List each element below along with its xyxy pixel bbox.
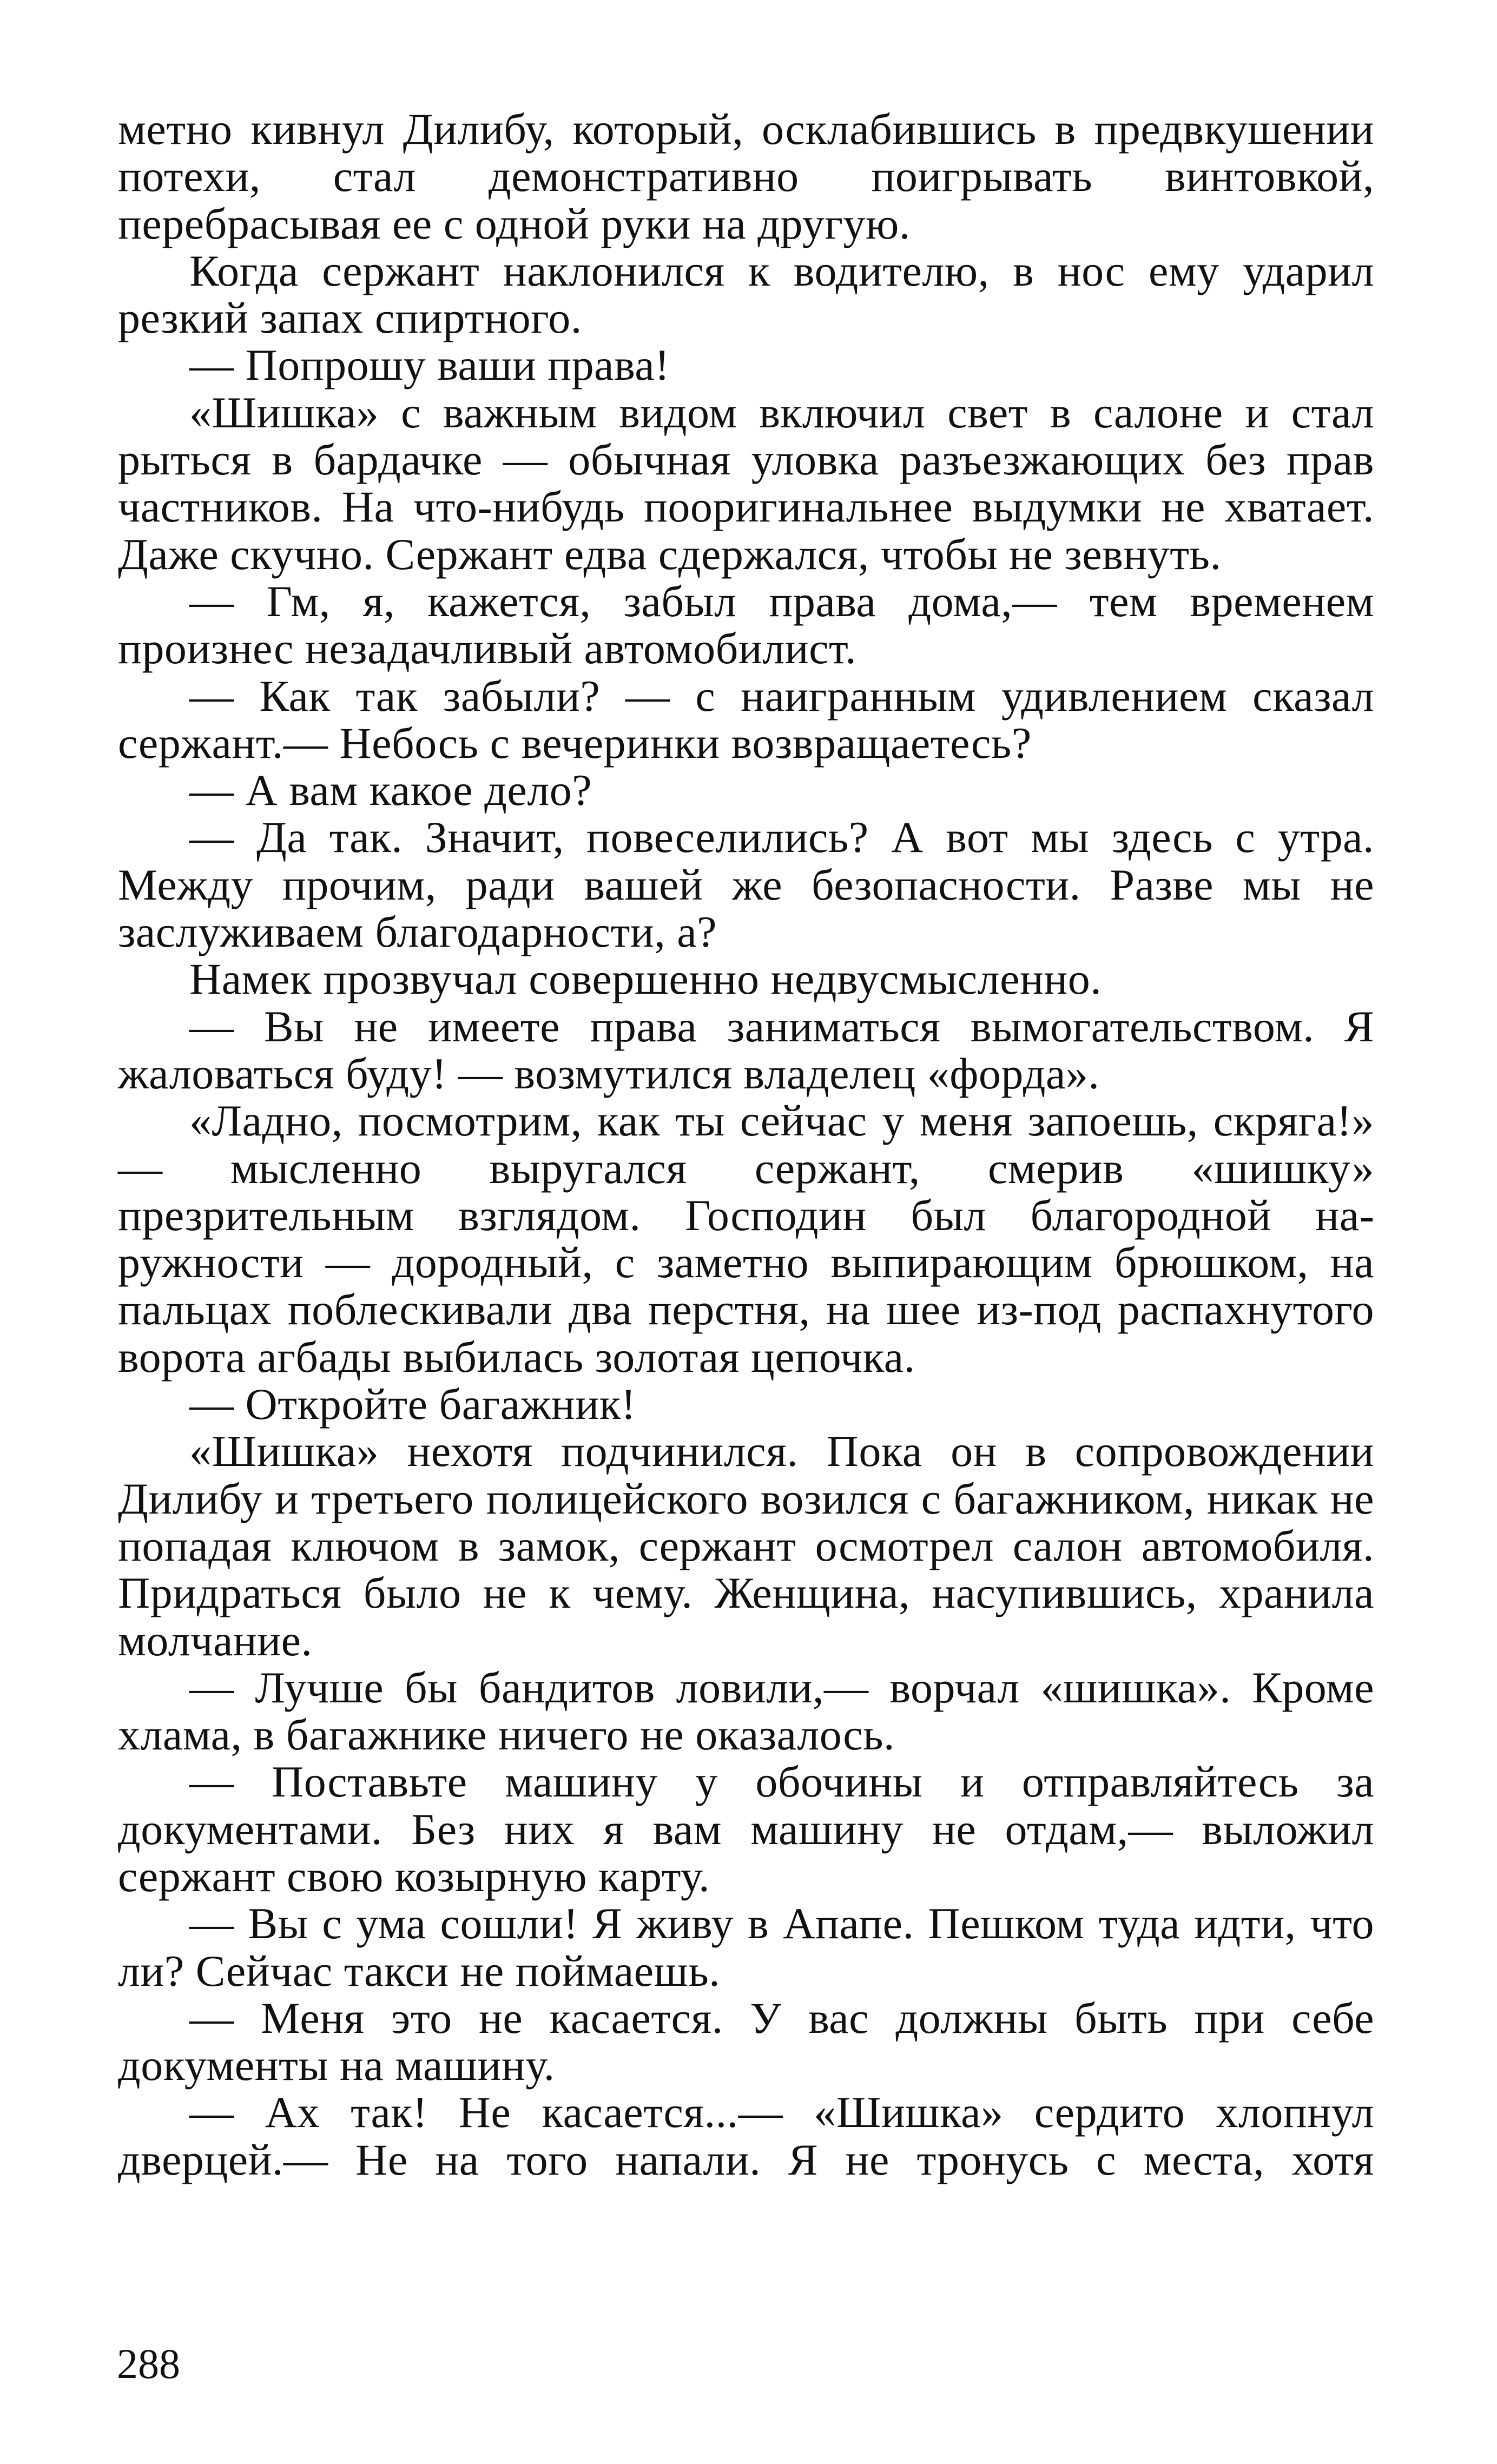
paragraph: — Лучше бы бандитов ловили,— ворчал «шишка». Кроме хлама, в багажнике ничего не оказалось. (118, 1662, 1374, 1760)
paragraph: Намек прозвучал совершенно недвусмысленно. (189, 954, 1102, 1004)
body-text (118, 105, 1374, 2183)
paragraph: Когда сержант наклонился к водителю, в нос ему ударил резкий запах спиртного. (118, 246, 1374, 343)
paragraph: — Меня это не касается. У вас должны быть при себе документы на машину. (118, 1993, 1374, 2090)
page-number: 288 (117, 2340, 180, 2387)
paragraph: — Вы с ума сошли! Я живу в Апапе. Пешком туда идти, что ли? Сейчас такси не поймаешь. (118, 1899, 1374, 1996)
paragraph: — Да так. Значит, повеселились? А вот мы здесь с утра. Между прочим, ради вашей же безопасности. Разве мы не заслуживаем благодарности, а? (118, 812, 1374, 957)
paragraph: — Ах так! Не касается...— «Шишка» сердито хлопнул дверцей.— Не на того напали. Я не тронусь с места, хотя (118, 2088, 1374, 2184)
paragraph: — Как так забыли? — с наигранным удивлением сказал сержант.— Небось с вечеринки возвращаетесь? (118, 671, 1374, 768)
paragraph: «Шишка» с важным видом включил свет в салоне и стал рыться в бардачке — обычная уловка разъезжающих без прав частников. На что-нибудь пооригинальнее выдумки не хватает. Даже скучно. Сержант едва сдержался, чтобы не зевнуть. (118, 387, 1374, 579)
paragraph: — Вы не имеете права заниматься вымогательством. Я жаловаться буду! — возмутился владелец «форда». (118, 1001, 1374, 1098)
paragraph: — А вам какое дело? (189, 765, 592, 815)
paragraph: метно кивнул Дилибу, который, осклабившись в предвкушении потехи, стал демонстративно поигрывать винтовкой, перебрасывая ее с одной руки на другую. (118, 104, 1374, 248)
paragraph: — Попрошу ваши права! (189, 340, 670, 390)
paragraph: «Ладно, посмотрим, как ты сейчас у меня запоешь, скряга!» — мысленно выругался сержант, смерив «шишку» презрительным взглядом. Господин был благородной наружности — дородный, с заметно выпирающим брюшком, на пальцах поблескивали два перстня, на шее из-под распахнутого ворота агбады выбилась золотая цепочка. (118, 1096, 1374, 1382)
paragraph: — Откройте багажник! (189, 1379, 636, 1429)
paragraph: — Гм, я, кажется, забыл права дома,— тем временем произнес незадачливый автомобилист. (118, 576, 1374, 673)
paragraph: — Поставьте машину у обочины и отправляйтесь за документами. Без них я вам машину не отдам,— выложил сержант свою козырную карту. (118, 1757, 1374, 1901)
paragraph: «Шишка» нехотя подчинился. Пока он в сопровождении Дилибу и третьего полицейского возился с багажником, никак не попадая ключом в замок, сержант осмотрел салон автомобиля. Придраться было не к чему. Женщина, насупившись, хранила молчание. (118, 1426, 1374, 1665)
